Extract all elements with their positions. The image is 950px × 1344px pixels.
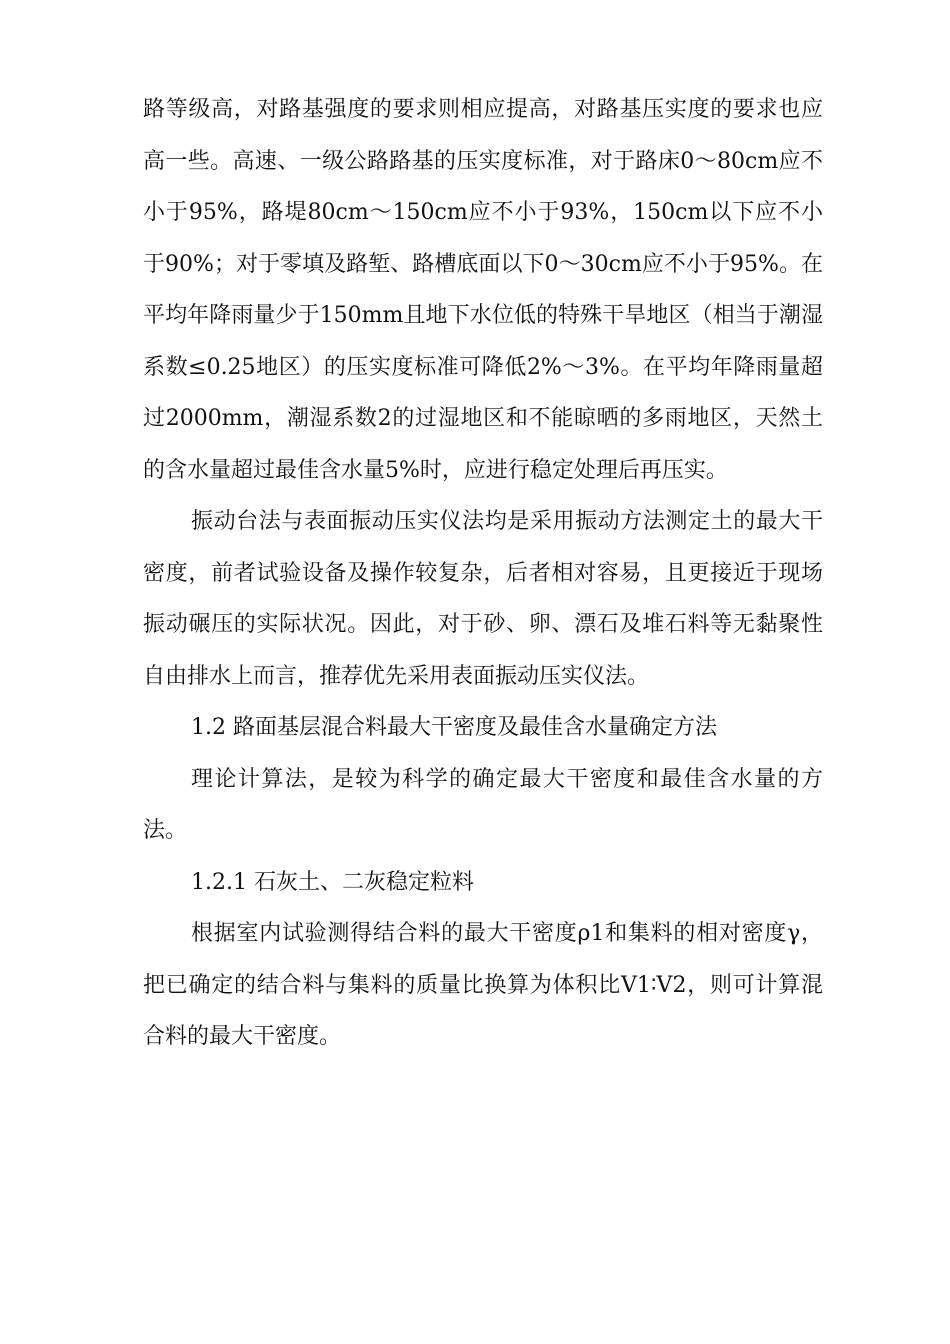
document-body [143,84,823,1063]
paragraph-theoretical-calculation: 理论计算法，是较为科学的确定最大干密度和最佳含水量的方法。 [143,766,823,843]
section-heading-1-2: 1.2 路面基层混合料最大干密度及最佳含水量确定方法 [191,715,717,740]
paragraph-lime-soil-density: 根据室内试验测得结合料的最大干密度ρ1和集料的相对密度γ，把已确定的结合料与集料的质量比换算为体积比V1∶V2，则可计算混合料的最大干密度。 [143,921,823,1049]
paragraph-vibration-methods: 振动台法与表面振动压实仪法均是采用振动方法测定土的最大干密度，前者试验设备及操作较复杂，后者相对容易，且更接近于现场振动碾压的实际状况。因此，对于砂、卵、漂石及堆石料等无黏聚性自由排水上而言，推荐优先采用表面振动压实仪法。 [143,509,823,689]
section-heading-1-2-1: 1.2.1 石灰土、二灰稳定粒料 [191,869,474,895]
paragraph-road-compaction-standards: 路等级高，对路基强度的要求则相应提高，对路基压实度的要求也应高一些。高速、一级公路路基的压实度标准，对于路床0～80cm应不小于95%，路堤80cm～150cm应不小于93%，150cm以下应不小于90%；对于零填及路堑、路槽底面以下0～30cm应不小于95%。在平均年降雨量少于150mm且地下水位低的特殊干旱地区（相当于潮湿系数≤0.25地区）的压实度标准可降低2%～3%。在平均年降雨量超过2000mm，潮湿系数2的过湿地区和不能晾晒的多雨地区，天然土的含水量超过最佳含水量5%时，应进行稳定处理后再压实。 [143,97,823,483]
